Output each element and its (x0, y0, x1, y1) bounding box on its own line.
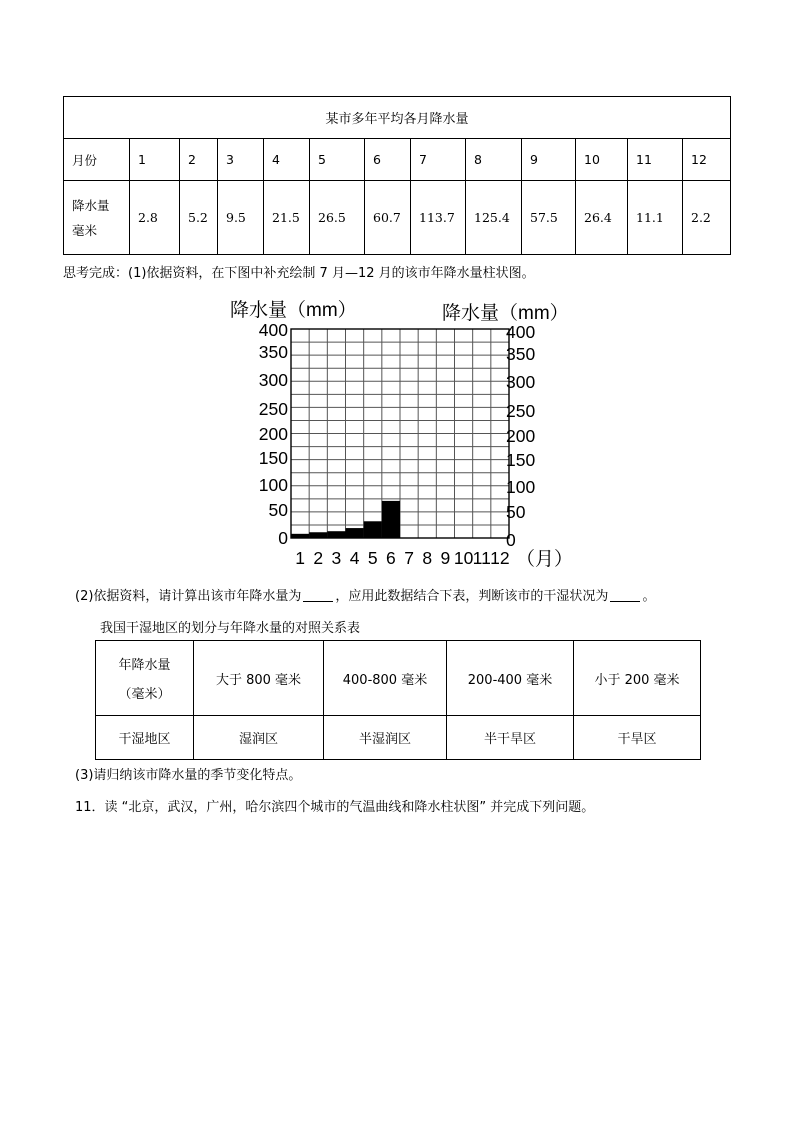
x-tick: 10 (453, 548, 474, 568)
precip-value-cell: 113.7 (411, 181, 466, 255)
y-tick-right: 300 (506, 372, 536, 392)
y-tick-left: 200 (258, 424, 288, 444)
precip-bar-chart (220, 294, 580, 570)
precip-range-cell: 小于 200 毫米 (574, 641, 701, 716)
annual-precip-header-line2: （毫米） (118, 687, 171, 702)
month-cell: 12 (683, 139, 731, 181)
right-axis-title: 降水量（mm） (442, 303, 569, 324)
left-axis-title: 降水量（mm） (230, 300, 357, 321)
month-cell: 6 (365, 139, 411, 181)
y-tick-left: 100 (258, 475, 288, 495)
precip-value-cell: 9.5 (218, 181, 264, 255)
precip-value-cell: 26.5 (310, 181, 365, 255)
x-tick: 3 (331, 548, 342, 568)
precip-value-cell: 57.5 (522, 181, 576, 255)
y-tick-right: 50 (506, 502, 526, 522)
x-axis-unit: （月） (516, 549, 574, 570)
month-cell: 3 (218, 139, 264, 181)
region-cell: 半湿润区 (324, 716, 447, 760)
y-tick-right: 350 (506, 344, 536, 364)
question-1: 思考完成：(1)依据资料，在下图中补充绘制 7 月—12 月的该市年降水量柱状图。 (63, 266, 535, 281)
y-tick-right: 250 (506, 401, 536, 421)
dry-wet-region-table (95, 640, 701, 760)
x-tick: 2 (313, 548, 324, 568)
annual-precip-header-line1: 年降水量 (118, 658, 171, 673)
x-tick: 9 (440, 548, 451, 568)
month-cell: 9 (522, 139, 576, 181)
bar-month-4 (346, 528, 364, 538)
precip-range-cell: 400-800 毫米 (324, 641, 447, 716)
region-header: 干湿地区 (96, 716, 194, 760)
question-2-part2: ，应用此数据结合下表，判断该市的干湿状况为 (335, 589, 609, 604)
x-tick: 1 (295, 548, 305, 568)
annual-precip-header (96, 641, 194, 716)
answer-blank-1[interactable] (303, 589, 333, 602)
question-3: (3)请归纳该市降水量的季节变化特点。 (75, 768, 302, 783)
y-tick-left: 50 (268, 500, 288, 520)
precip-header-line2: 毫米 (72, 222, 98, 238)
y-tick-left: 0 (278, 528, 288, 548)
y-tick-right: 200 (506, 426, 536, 446)
precip-value-cell: 5.2 (180, 181, 218, 255)
precip-value-cell: 11.1 (628, 181, 683, 255)
region-cell: 半干旱区 (447, 716, 574, 760)
y-tick-left: 150 (258, 448, 288, 468)
precip-value-cell: 26.4 (576, 181, 628, 255)
bar-month-2 (309, 532, 327, 538)
month-cell: 7 (411, 139, 466, 181)
precip-value-cell: 125.4 (466, 181, 522, 255)
answer-blank-2[interactable] (610, 589, 640, 602)
precip-header-line1: 降水量 (72, 197, 110, 213)
x-tick: 4 (349, 548, 360, 568)
region-cell: 干旱区 (574, 716, 701, 760)
monthly-precip-table (63, 96, 731, 255)
bar-month-1 (291, 534, 309, 538)
precip-header (64, 181, 130, 255)
y-tick-left: 300 (258, 370, 288, 390)
month-header: 月份 (64, 139, 130, 181)
y-tick-right: 0 (506, 530, 516, 550)
bar-month-5 (364, 521, 382, 538)
bar-month-3 (327, 531, 345, 538)
question-2-part1: (2)依据资料，请计算出该市年降水量为 (75, 589, 302, 604)
question-2-part3: 。 (642, 589, 656, 604)
month-cell: 4 (264, 139, 310, 181)
y-tick-left: 250 (258, 399, 288, 419)
precip-value-cell: 60.7 (365, 181, 411, 255)
month-cell: 1 (130, 139, 180, 181)
precip-value-cell: 2.8 (130, 181, 180, 255)
y-tick-right: 100 (506, 477, 536, 497)
x-tick: 12 (490, 548, 510, 568)
precip-value-cell: 21.5 (264, 181, 310, 255)
table2-caption: 我国干湿地区的划分与年降水量的对照关系表 (100, 621, 361, 636)
precip-range-cell: 200-400 毫米 (447, 641, 574, 716)
month-cell: 8 (466, 139, 522, 181)
region-cell: 湿润区 (194, 716, 324, 760)
month-cell: 5 (310, 139, 365, 181)
x-tick: 7 (404, 548, 414, 568)
month-cell: 11 (628, 139, 683, 181)
question-11: 11．读 “北京，武汉，广州，哈尔滨四个城市的气温曲线和降水柱状图” 并完成下列问题。 (75, 800, 595, 815)
y-tick-right: 150 (506, 450, 536, 470)
x-tick: 5 (367, 548, 378, 568)
bar-month-6 (382, 501, 400, 538)
y-tick-right: 400 (506, 322, 536, 342)
question-2 (75, 585, 655, 604)
table-title: 某市多年平均各月降水量 (64, 97, 731, 139)
y-tick-left: 350 (258, 342, 288, 362)
precip-range-cell: 大于 800 毫米 (194, 641, 324, 716)
x-tick: 6 (386, 548, 396, 568)
y-tick-left: 400 (258, 320, 288, 340)
month-cell: 10 (576, 139, 628, 181)
x-tick: 8 (422, 548, 433, 568)
month-cell: 2 (180, 139, 218, 181)
precip-value-cell: 2.2 (683, 181, 731, 255)
x-tick: 11 (472, 548, 491, 568)
